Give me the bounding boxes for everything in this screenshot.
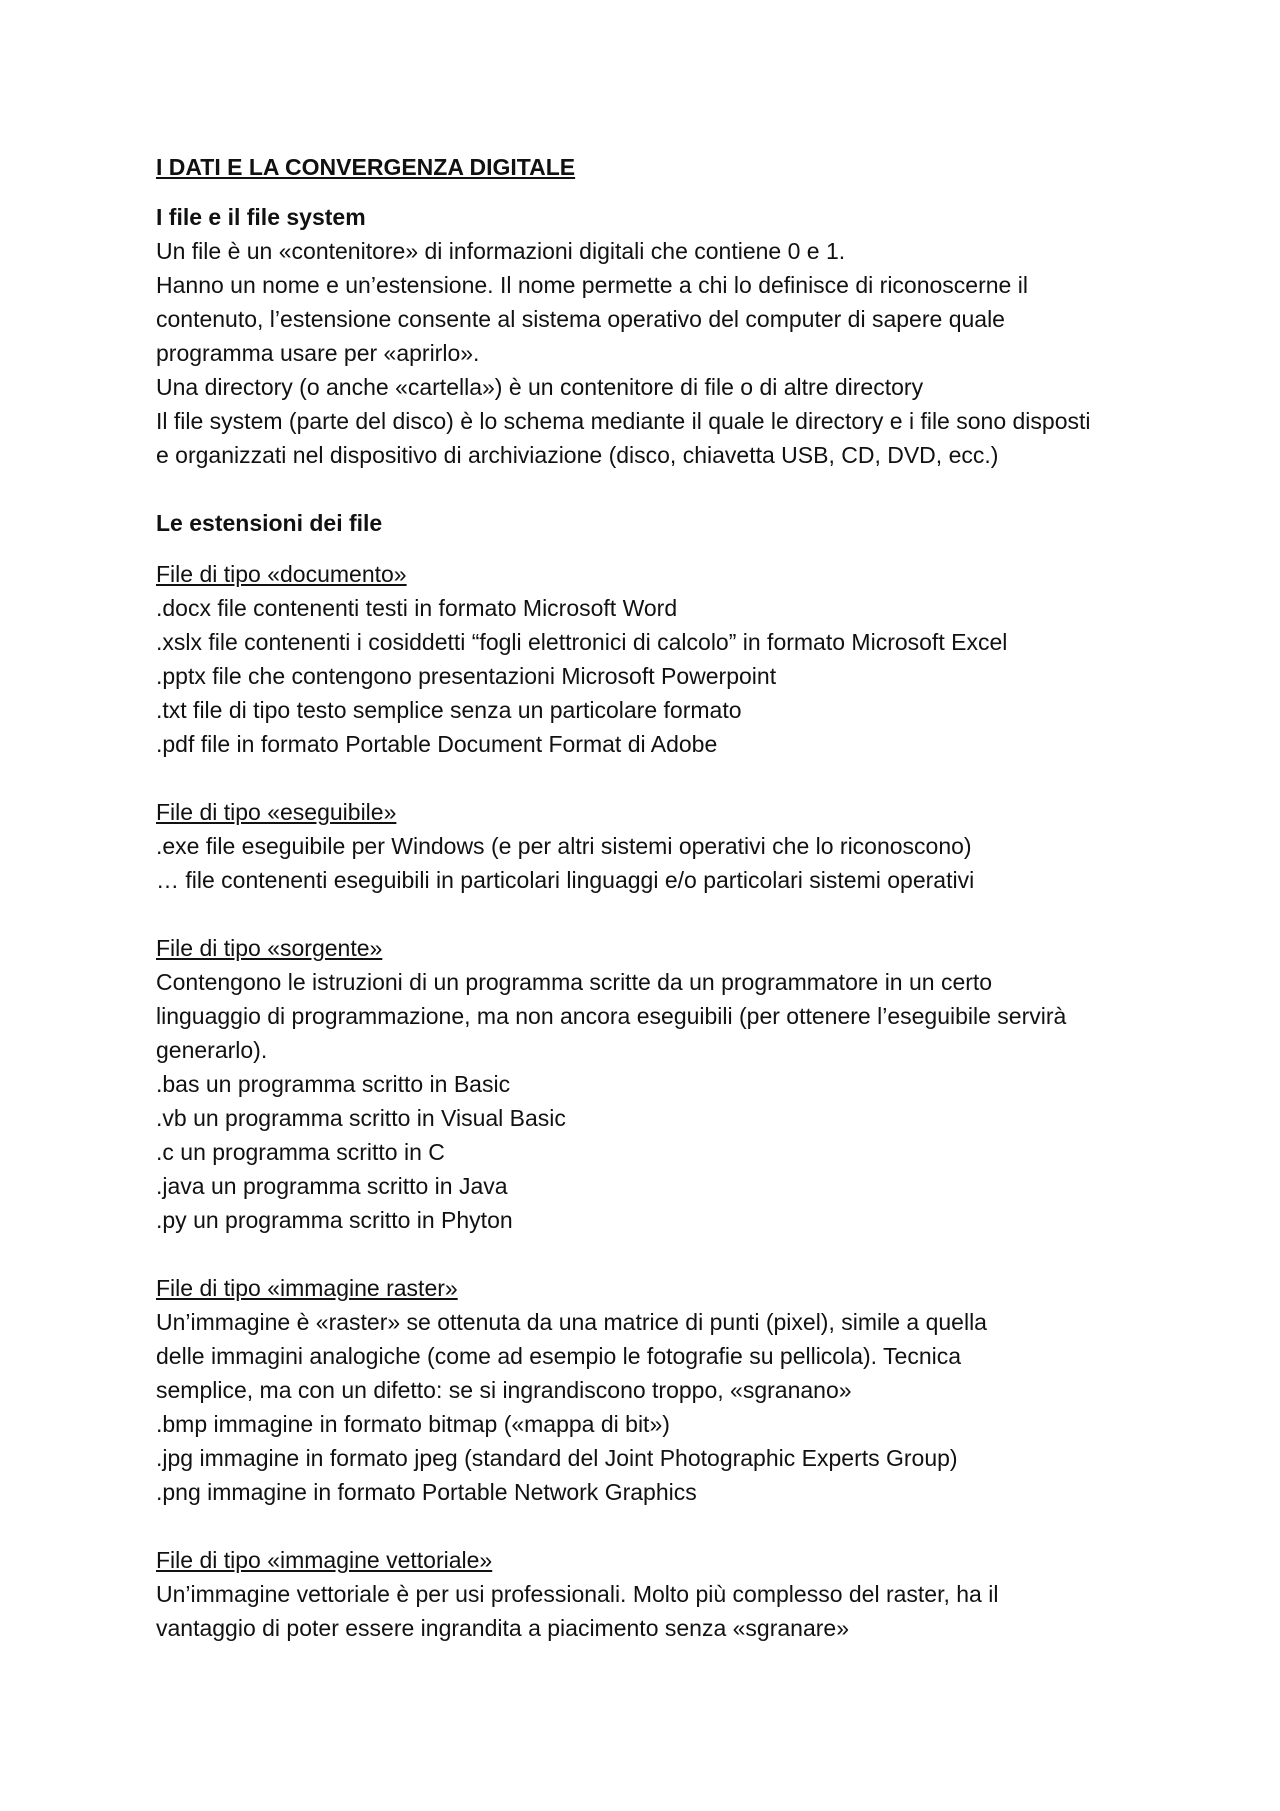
paragraph-line: e organizzati nel dispositivo di archiviazione (disco, chiavetta USB, CD, DVD, ecc.) <box>156 442 999 468</box>
spacer <box>156 1509 1156 1543</box>
paragraph-line: contenuto, l’estensione consente al sistema operativo del computer di sapere quale <box>156 306 1005 332</box>
paragraph-line: Hanno un nome e un’estensione. Il nome permette a chi lo definisce di riconoscerne il <box>156 272 1028 298</box>
list-item: .exe file eseguibile per Windows (e per altri sistemi operativi che lo riconoscono) <box>156 833 972 859</box>
subsection-heading: File di tipo «immagine vettoriale» <box>156 1547 493 1573</box>
paragraph-line: programma usare per «aprirlo». <box>156 340 480 366</box>
subsection-eseguibile <box>156 795 1156 897</box>
list-item: .jpg immagine in formato jpeg (standard del Joint Photographic Experts Group) <box>156 1445 958 1471</box>
paragraph-line: Un file è un «contenitore» di informazioni digitali che contiene 0 e 1. <box>156 238 846 264</box>
spacer <box>156 540 1156 557</box>
list-item: .py un programma scritto in Phyton <box>156 1207 513 1233</box>
subsection-heading: File di tipo «sorgente» <box>156 935 383 961</box>
document-title: I DATI E LA CONVERGENZA DIGITALE <box>156 154 576 180</box>
subsection-heading: File di tipo «documento» <box>156 561 407 587</box>
paragraph-line: semplice, ma con un difetto: se si ingrandiscono troppo, «sgranano» <box>156 1377 852 1403</box>
paragraph-line: generarlo). <box>156 1037 268 1063</box>
paragraph-line: Il file system (parte del disco) è lo schema mediante il quale le directory e i file sono disposti <box>156 408 1091 434</box>
subsection-documento <box>156 557 1156 761</box>
paragraph-line: Un’immagine è «raster» se ottenuta da una matrice di punti (pixel), simile a quella <box>156 1309 987 1335</box>
list-item: .bmp immagine in formato bitmap («mappa di bit») <box>156 1411 670 1437</box>
section-heading: Le estensioni dei file <box>156 510 383 536</box>
spacer <box>156 472 1156 506</box>
subsection-heading: File di tipo «immagine raster» <box>156 1275 458 1301</box>
list-item: .pdf file in formato Portable Document Format di Adobe <box>156 731 718 757</box>
spacer <box>156 1237 1156 1271</box>
paragraph-line: linguaggio di programmazione, ma non ancora eseguibili (per ottenere l’eseguibile servirà <box>156 1003 1067 1029</box>
list-item: .txt file di tipo testo semplice senza un particolare formato <box>156 697 742 723</box>
paragraph-line: delle immagini analogiche (come ad esempio le fotografie su pellicola). Tecnica <box>156 1343 962 1369</box>
list-item: .vb un programma scritto in Visual Basic <box>156 1105 566 1131</box>
subsection-vettoriale <box>156 1543 1156 1645</box>
document-page <box>156 150 1156 1645</box>
paragraph-line: Un’immagine vettoriale è per usi professionali. Molto più complesso del raster, ha il <box>156 1581 999 1607</box>
list-item: .png immagine in formato Portable Network Graphics <box>156 1479 697 1505</box>
section-heading: I file e il file system <box>156 204 366 230</box>
section-estensioni <box>156 506 1156 540</box>
list-item: .java un programma scritto in Java <box>156 1173 508 1199</box>
subsection-sorgente <box>156 931 1156 1237</box>
subsection-heading: File di tipo «eseguibile» <box>156 799 397 825</box>
paragraph-line: Una directory (o anche «cartella») è un contenitore di file o di altre directory <box>156 374 924 400</box>
paragraph-line: vantaggio di poter essere ingrandita a piacimento senza «sgranare» <box>156 1615 849 1641</box>
subsection-raster <box>156 1271 1156 1509</box>
spacer <box>156 897 1156 931</box>
section-file-system <box>156 200 1156 472</box>
list-item: … file contenenti eseguibili in particolari linguaggi e/o particolari sistemi operativi <box>156 867 975 893</box>
spacer <box>156 761 1156 795</box>
list-item: .xslx file contenenti i cosiddetti “fogli elettronici di calcolo” in formato Microsoft Excel <box>156 629 1008 655</box>
paragraph-line: Contengono le istruzioni di un programma scritte da un programmatore in un certo <box>156 969 993 995</box>
list-item: .docx file contenenti testi in formato Microsoft Word <box>156 595 678 621</box>
list-item: .c un programma scritto in C <box>156 1139 445 1165</box>
list-item: .bas un programma scritto in Basic <box>156 1071 511 1097</box>
list-item: .pptx file che contengono presentazioni Microsoft Powerpoint <box>156 663 777 689</box>
